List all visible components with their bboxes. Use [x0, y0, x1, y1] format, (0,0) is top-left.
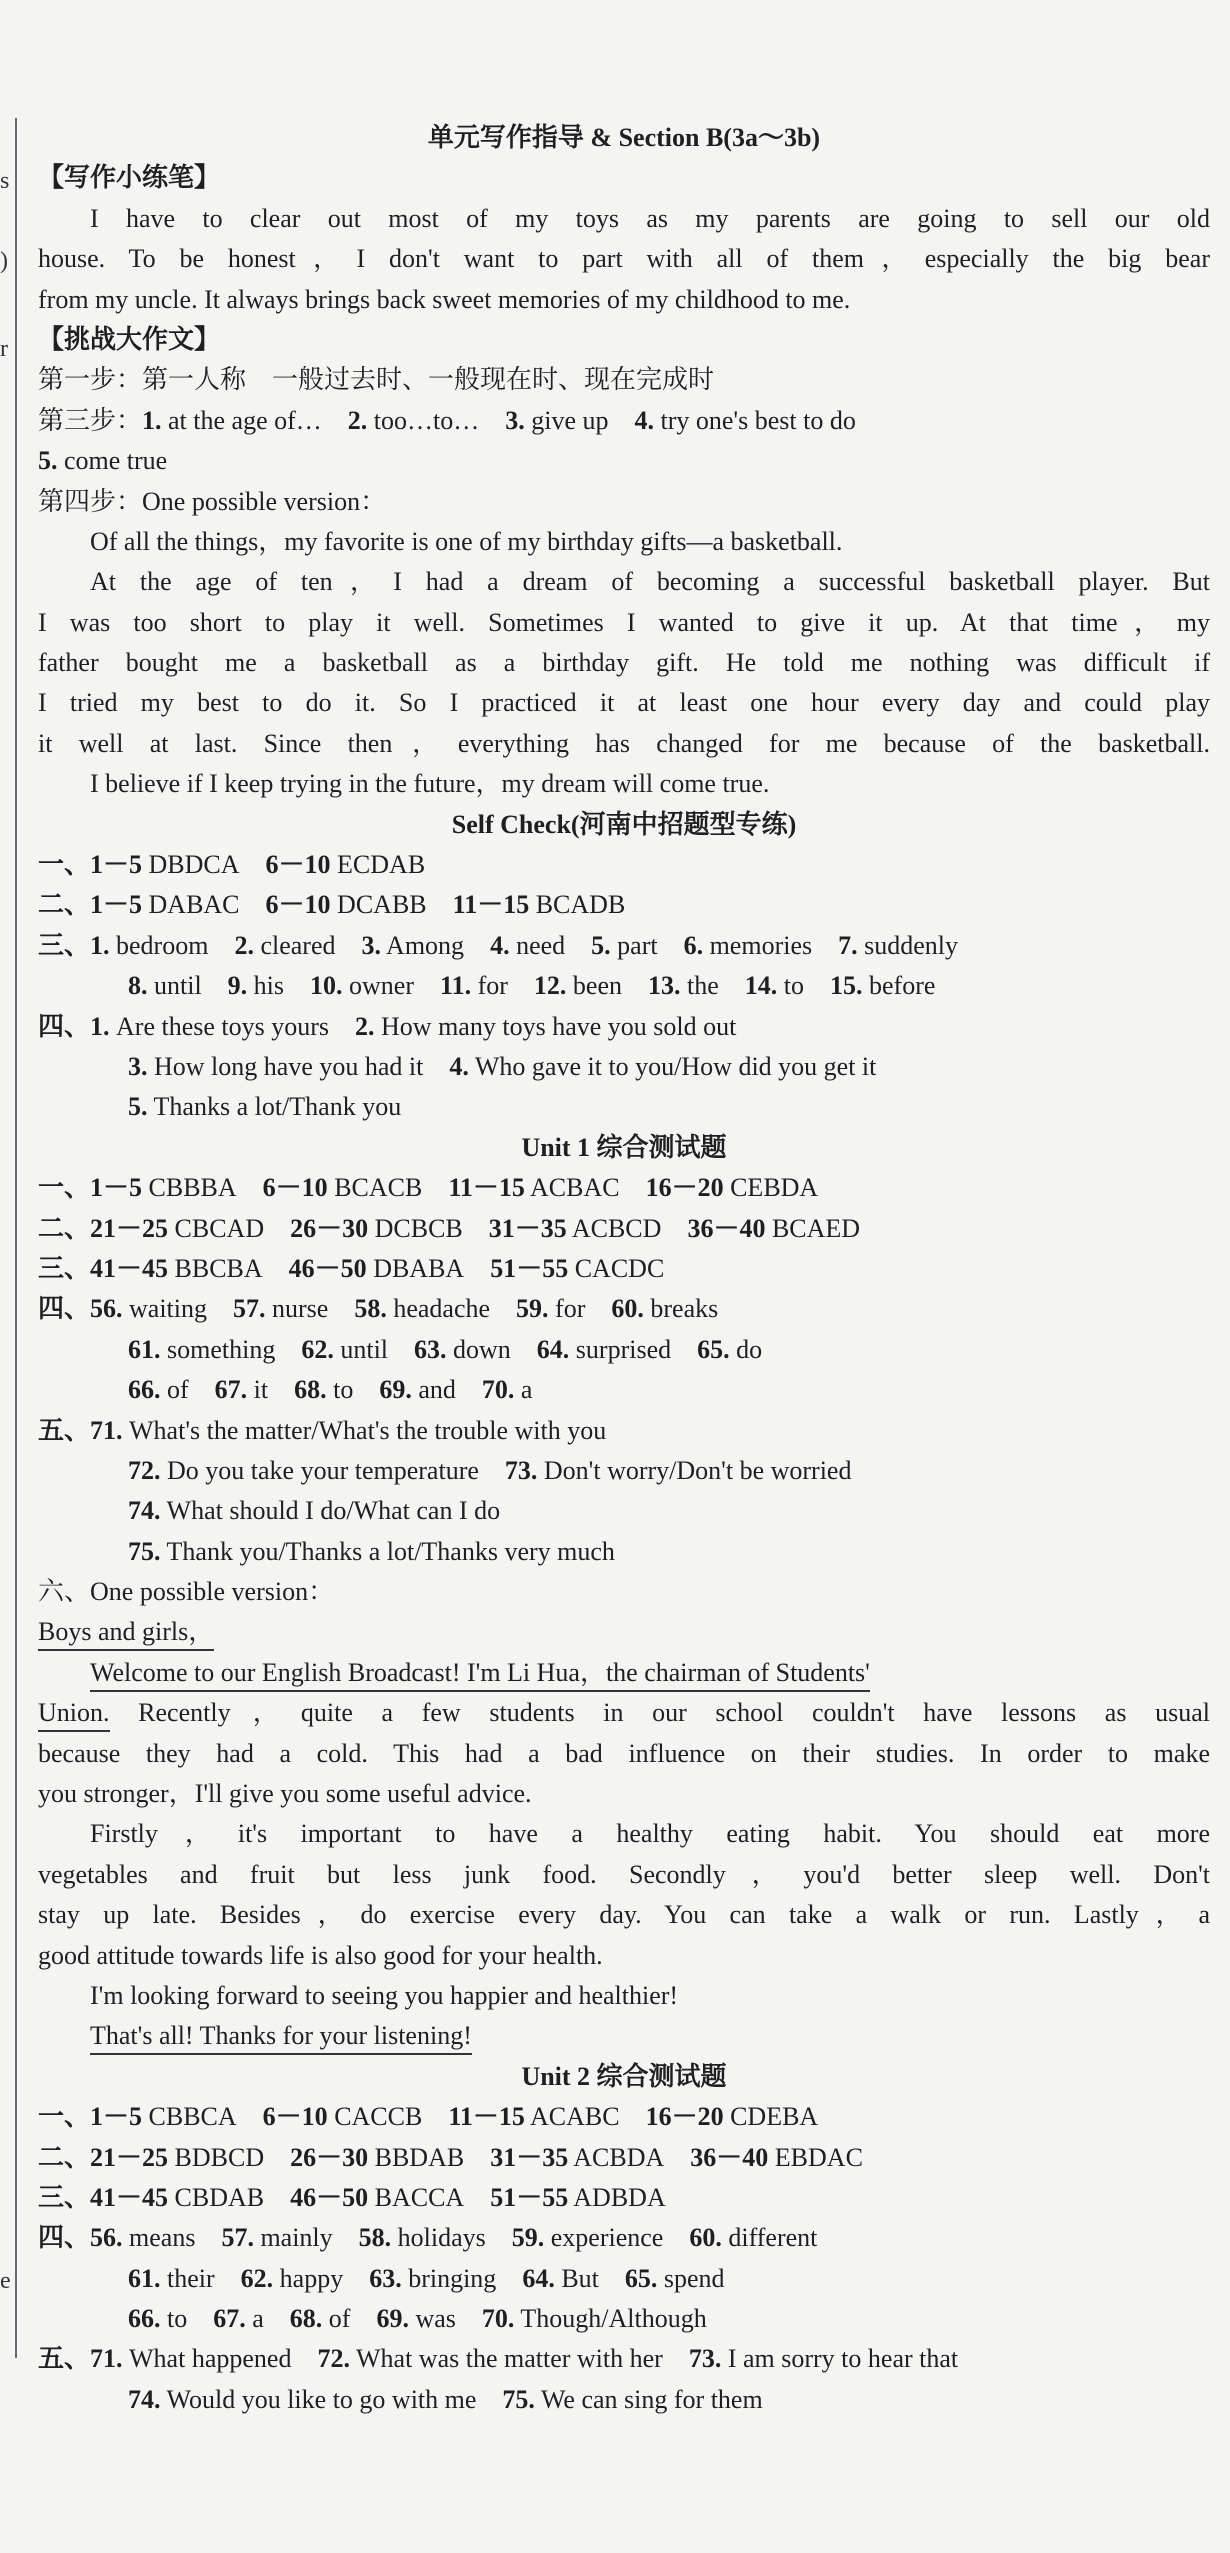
- essay-line: I tried my best to do it. So I practiced it at least one hour every day and could play: [38, 688, 1210, 718]
- margin-mark: r: [0, 336, 8, 362]
- answer-value: How long have you had it: [147, 1051, 424, 1081]
- essay-text: Recently，quite a few students in our school couldn't have lessons as usual: [109, 1698, 1210, 1728]
- closing-text: That's all! Thanks for your listening!: [90, 2019, 472, 2055]
- question-number: 62.: [301, 1334, 334, 1364]
- essay-line: [38, 1693, 1210, 1733]
- answer-row: [38, 2339, 1210, 2379]
- question-number: 8.: [128, 971, 148, 1001]
- question-number: 四、56.: [38, 1294, 123, 1324]
- question-number: 66.: [128, 2304, 161, 2334]
- answer-row: [38, 1249, 1210, 1289]
- question-number: 6－10: [265, 850, 331, 880]
- answer-value: CEBDA: [723, 1173, 819, 1203]
- answer-value: bedroom: [109, 930, 209, 960]
- question-number: 64.: [536, 1334, 570, 1364]
- answer-value: a: [514, 1375, 533, 1405]
- question-number: 70.: [481, 1375, 515, 1405]
- question-number: 46－50: [290, 2182, 369, 2212]
- answer-value: CACDC: [568, 1253, 665, 1283]
- essay-underlined: Welcome to our English Broadcast! I'm Li Hua，the chairman of Students': [90, 1656, 870, 1692]
- answer-value: CBBCA: [142, 2102, 237, 2132]
- answer-row: [38, 2380, 1210, 2420]
- question-number: 72.: [128, 1455, 161, 1485]
- answer-row: [38, 1289, 1210, 1329]
- section-title: 单元写作指导 & Section B(3a～3b): [427, 123, 821, 152]
- answer-row: [38, 1411, 1210, 1451]
- answer-value: cleared: [253, 930, 336, 960]
- essay-line: it well at last. Since then，everything has changed for me because of the basketball.: [38, 728, 1210, 758]
- step-3-cont: [38, 441, 1210, 481]
- answer-value: We can sing for them: [534, 2384, 763, 2414]
- answer-value: to: [777, 971, 804, 1001]
- answer-value: ECDAB: [330, 850, 426, 880]
- question-number: 67.: [213, 2304, 246, 2334]
- answer-value: BCAED: [765, 1213, 861, 1243]
- question-number: 67.: [214, 1375, 248, 1405]
- question-number: 58.: [354, 1294, 387, 1324]
- answer-value: been: [566, 971, 622, 1001]
- essay-line: stay up late. Besides，do exercise every day. You can take a walk or run. Lastly，a: [38, 1900, 1210, 1930]
- item-text: give up: [524, 405, 609, 435]
- answer-row: [38, 2178, 1210, 2218]
- question-number: 四、1.: [38, 1011, 110, 1041]
- answer-value: of: [160, 1375, 189, 1405]
- answer-value: What should I do/What can I do: [160, 1496, 501, 1526]
- answer-value: What's the matter/What's the trouble with you: [122, 1415, 607, 1445]
- question-number: 11.: [440, 971, 472, 1001]
- paragraph-line: house. To be honest，I don't want to part with all of them，especially the big bear: [38, 244, 1210, 274]
- question-number: 16－20: [645, 2102, 724, 2132]
- question-number: 三、41－45: [38, 1253, 169, 1283]
- margin-mark: e: [0, 2268, 11, 2294]
- answer-value: happy: [273, 2263, 344, 2293]
- answer-value: means: [122, 2223, 196, 2253]
- answer-value: down: [446, 1334, 511, 1364]
- question-number: 69.: [376, 2304, 409, 2334]
- answer-value: BBDAB: [368, 2142, 465, 2172]
- answer-value: for: [471, 971, 508, 1001]
- answer-value: DBABA: [366, 1253, 465, 1283]
- answer-value: the: [680, 971, 719, 1001]
- answer-value: ACBCD: [566, 1213, 662, 1243]
- question-number: 一、1－5: [38, 1173, 143, 1203]
- answer-value: his: [247, 971, 285, 1001]
- question-number: 74.: [128, 1496, 161, 1526]
- answer-value: ACBDA: [568, 2142, 665, 2172]
- answer-value: I am sorry to hear that: [721, 2344, 959, 2374]
- unit1-answers: [38, 1168, 1210, 1572]
- answer-row: [38, 1491, 1210, 1531]
- paragraph-line: from my uncle. It always brings back sweet memories of my childhood to me.: [38, 284, 851, 314]
- question-number: 73.: [504, 1455, 538, 1485]
- essay-line: vegetables and fruit but less junk food. Secondly，you'd better sleep well. Don't: [38, 1859, 1210, 1889]
- greeting-text: Boys and girls，: [38, 1615, 214, 1651]
- item-number: 5.: [38, 446, 58, 476]
- item-number: 2.: [347, 405, 368, 435]
- answer-value: breaks: [643, 1294, 719, 1324]
- question-number: 26－30: [290, 1213, 369, 1243]
- question-number: 72.: [317, 2344, 350, 2374]
- question-number: 57.: [221, 2223, 254, 2253]
- answer-row: [38, 1451, 1210, 1491]
- essay-line: because they had a cold. This had a bad influence on their studies. In order to make: [38, 1738, 1210, 1768]
- answer-value: headache: [386, 1294, 491, 1324]
- essay-line: Of all the things，my favorite is one of my birthday gifts—a basketball.: [90, 526, 843, 556]
- writing-practice-label: 【写作小练笔】: [38, 163, 221, 193]
- answer-value: it: [247, 1375, 269, 1405]
- answer-value: until: [147, 971, 202, 1001]
- question-number: 26－30: [290, 2142, 369, 2172]
- question-number: 7.: [838, 930, 858, 960]
- answer-value: ACBAC: [524, 1173, 620, 1203]
- question-number: 一、1－5: [38, 850, 143, 880]
- item-number: 3.: [505, 405, 525, 435]
- question-number: 4.: [490, 930, 510, 960]
- question-number: 66.: [128, 1375, 161, 1405]
- answer-value: waiting: [122, 1294, 208, 1324]
- answer-row: [38, 926, 1210, 966]
- answer-row: [38, 845, 1210, 885]
- question-number: 61.: [128, 1334, 161, 1364]
- question-number: 58.: [358, 2223, 392, 2253]
- answer-value: Among: [380, 930, 465, 960]
- question-number: 16－20: [645, 1173, 724, 1203]
- question-number: 60.: [689, 2223, 722, 2253]
- answer-value: What happened: [122, 2344, 292, 2374]
- essay-line: you stronger，I'll give you some useful advice.: [38, 1779, 532, 1809]
- answer-value: DBDCA: [142, 850, 240, 880]
- question-number: 75.: [502, 2384, 535, 2414]
- essay-underlined: Union.: [38, 1696, 110, 1732]
- item-text: at the age of…: [161, 405, 322, 435]
- answer-value: memories: [703, 930, 813, 960]
- answer-value: and: [411, 1375, 456, 1405]
- answer-value: surprised: [569, 1334, 672, 1364]
- margin-mark: ): [0, 248, 8, 274]
- answer-value: ACABC: [524, 2102, 620, 2132]
- answer-value: CACCB: [327, 2102, 423, 2132]
- question-number: 11－15: [448, 2102, 525, 2132]
- answer-value: DCABB: [330, 890, 427, 920]
- answer-value: BACCA: [368, 2182, 465, 2212]
- answer-value: Would you like to go with me: [160, 2384, 477, 2414]
- answer-value: owner: [342, 971, 414, 1001]
- answer-value: BDBCD: [168, 2142, 265, 2172]
- question-number: 65.: [624, 2263, 658, 2293]
- margin-mark: s: [0, 168, 10, 194]
- question-number: 五、71.: [38, 2344, 123, 2374]
- question-number: 61.: [128, 2263, 161, 2293]
- question-number: 69.: [379, 1375, 412, 1405]
- question-number: 5.: [591, 930, 611, 960]
- answer-value: need: [509, 930, 566, 960]
- answer-value: to: [326, 1375, 354, 1405]
- question-number: 57.: [233, 1294, 266, 1324]
- question-number: 15.: [830, 971, 863, 1001]
- item-text: try one's best to do: [654, 405, 856, 435]
- unit1-title: Unit 1 综合测试题: [521, 1132, 727, 1162]
- answer-value: for: [548, 1294, 586, 1324]
- answer-row: [38, 1209, 1210, 1249]
- answer-value: do: [729, 1334, 763, 1364]
- question-number: 三、41－45: [38, 2182, 169, 2212]
- binding-margin-line: [15, 118, 17, 2358]
- question-number: 63.: [414, 1334, 447, 1364]
- essay-line: Firstly，it's important to have a healthy eating habit. You should eat more: [90, 1819, 1210, 1849]
- question-number: 62.: [240, 2263, 274, 2293]
- step-4: 第四步：One possible version：: [38, 486, 387, 516]
- item-number: 1.: [142, 405, 162, 435]
- question-number: 2.: [355, 1011, 375, 1041]
- question-number: 64.: [522, 2263, 555, 2293]
- question-number: 14.: [744, 971, 778, 1001]
- step-3: [38, 401, 1210, 441]
- self-check-title: Self Check(河南中招题型专练): [451, 809, 797, 839]
- answer-value: BCADB: [529, 890, 626, 920]
- answer-value: bringing: [401, 2263, 497, 2293]
- answer-value: But: [554, 2263, 599, 2293]
- essay-line: I was too short to play it well. Sometimes I wanted to give it up. At that time，my: [38, 607, 1210, 637]
- answer-value: CBCAD: [168, 1213, 265, 1243]
- answer-row: [38, 1087, 1210, 1127]
- challenge-label: 【挑战大作文】: [38, 324, 221, 354]
- step-3-prefix: 第三步：: [38, 405, 143, 435]
- question-number: 6－10: [262, 2102, 328, 2132]
- answer-value: Are these toys yours: [109, 1011, 330, 1041]
- question-number: 74.: [128, 2384, 161, 2414]
- question-number: 6.: [683, 930, 704, 960]
- answer-row: [38, 1370, 1210, 1410]
- answer-row: [38, 1330, 1210, 1370]
- answer-row: [38, 2218, 1210, 2258]
- answer-value: of: [322, 2304, 351, 2334]
- closing-line: [38, 2016, 1210, 2056]
- answer-value: CBBBA: [142, 1173, 237, 1203]
- question-number: 二、21－25: [38, 1213, 169, 1243]
- question-number: 36－40: [690, 2142, 769, 2172]
- answer-value: nurse: [265, 1294, 329, 1324]
- unit2-title: Unit 2 综合测试题: [521, 2061, 727, 2091]
- question-number: 4.: [449, 1051, 469, 1081]
- question-number: 60.: [611, 1294, 644, 1324]
- answer-row: [38, 966, 1210, 1006]
- answer-value: How many toys have you sold out: [374, 1011, 737, 1041]
- greeting: [38, 1612, 1210, 1652]
- answer-value: BCACB: [327, 1173, 423, 1203]
- essay-line: At the age of ten，I had a dream of becoming a successful basketball player. But: [90, 567, 1210, 597]
- answer-row: [38, 2097, 1210, 2137]
- answer-value: different: [721, 2223, 818, 2253]
- question-number: 二、1－5: [38, 890, 143, 920]
- question-number: 31－35: [488, 1213, 567, 1243]
- essay-line: I believe if I keep trying in the future，my dream will come true.: [90, 769, 770, 799]
- answer-value: part: [610, 930, 658, 960]
- answer-value: DABAC: [142, 890, 240, 920]
- question-number: 68.: [289, 2304, 323, 2334]
- question-number: 5.: [128, 1092, 148, 1122]
- answer-value: Don't worry/Don't be worried: [537, 1455, 852, 1485]
- item-text: too…to…: [367, 405, 480, 435]
- question-number: 75.: [128, 1536, 161, 1566]
- answer-value: Thank you/Thanks a lot/Thanks very much: [160, 1536, 615, 1566]
- answer-value: Though/Although: [514, 2304, 707, 2334]
- question-number: 73.: [688, 2344, 722, 2374]
- question-number: 51－55: [490, 1253, 569, 1283]
- answer-row: [38, 885, 1210, 925]
- answer-row: [38, 1168, 1210, 1208]
- answer-value: Thanks a lot/Thank you: [147, 1092, 402, 1122]
- question-number: 10.: [310, 971, 343, 1001]
- answer-value: CBDAB: [168, 2182, 265, 2212]
- question-number: 一、1－5: [38, 2102, 143, 2132]
- answer-value: until: [333, 1334, 389, 1364]
- question-number: 46－50: [288, 1253, 367, 1283]
- answer-value: was: [408, 2304, 456, 2334]
- answer-value: CDEBA: [723, 2102, 819, 2132]
- answer-value: What was the matter with her: [349, 2344, 663, 2374]
- question-number: 6－10: [265, 890, 331, 920]
- answer-value: their: [160, 2263, 215, 2293]
- answer-row: [38, 2138, 1210, 2178]
- question-number: 五、71.: [38, 1415, 123, 1445]
- answer-value: something: [160, 1334, 276, 1364]
- answer-value: holidays: [391, 2223, 486, 2253]
- unit2-answers: [38, 2097, 1210, 2420]
- answer-value: ADBDA: [568, 2182, 666, 2212]
- question-number: 13.: [648, 971, 681, 1001]
- question-number: 65.: [697, 1334, 730, 1364]
- answer-value: before: [862, 971, 936, 1001]
- essay-line: good attitude towards life is also good for your health.: [38, 1940, 603, 1970]
- answer-row: [38, 1532, 1210, 1572]
- answer-value: spend: [657, 2263, 725, 2293]
- essay-line: father bought me a basketball as a birthday gift. He told me nothing was difficult if: [38, 648, 1210, 678]
- step-1: 第一步：第一人称 一般过去时、一般现在时、现在完成时: [38, 365, 715, 395]
- question-number: 3.: [361, 930, 381, 960]
- question-number: 59.: [516, 1294, 549, 1324]
- question-number: 63.: [369, 2263, 402, 2293]
- question-number: 70.: [481, 2304, 515, 2334]
- question-number: 三、1.: [38, 930, 110, 960]
- question-number: 31－35: [490, 2142, 569, 2172]
- answer-value: Who gave it to you/How did you get it: [468, 1051, 877, 1081]
- question-number: 二、21－25: [38, 2142, 169, 2172]
- answer-value: DCBCB: [368, 1213, 463, 1243]
- answer-value: experience: [544, 2223, 664, 2253]
- question-number: 12.: [533, 971, 567, 1001]
- question-number: 59.: [511, 2223, 545, 2253]
- section-six-label: 六、One possible version：: [38, 1577, 335, 1607]
- essay-line: [38, 1653, 1210, 1693]
- answer-page: [38, 118, 1210, 2420]
- question-number: 6－10: [262, 1173, 328, 1203]
- answer-value: mainly: [253, 2223, 333, 2253]
- question-number: 9.: [227, 971, 248, 1001]
- question-number: 36－40: [687, 1213, 766, 1243]
- question-number: 51－55: [490, 2182, 569, 2212]
- item-number: 4.: [634, 405, 654, 435]
- answer-row: [38, 1047, 1210, 1087]
- answer-row: [38, 2259, 1210, 2299]
- question-number: 3.: [128, 1051, 148, 1081]
- answer-value: EBDAC: [768, 2142, 863, 2172]
- answer-row: [38, 2299, 1210, 2339]
- item-text: come true: [57, 446, 168, 476]
- answer-value: BBCBA: [168, 1253, 263, 1283]
- paragraph-line: I have to clear out most of my toys as my parents are going to sell our old: [90, 203, 1210, 233]
- answer-row: [38, 1007, 1210, 1047]
- answer-value: to: [160, 2304, 188, 2334]
- question-number: 2.: [234, 930, 254, 960]
- answer-value: suddenly: [857, 930, 958, 960]
- self-check-answers: [38, 845, 1210, 1128]
- question-number: 11－15: [448, 1173, 525, 1203]
- question-number: 四、56.: [38, 2223, 123, 2253]
- answer-value: a: [245, 2304, 264, 2334]
- answer-value: Do you take your temperature: [160, 1455, 479, 1485]
- question-number: 11－15: [452, 890, 530, 920]
- question-number: 68.: [294, 1375, 327, 1405]
- essay-line: I'm looking forward to seeing you happier and healthier!: [90, 1980, 679, 2010]
